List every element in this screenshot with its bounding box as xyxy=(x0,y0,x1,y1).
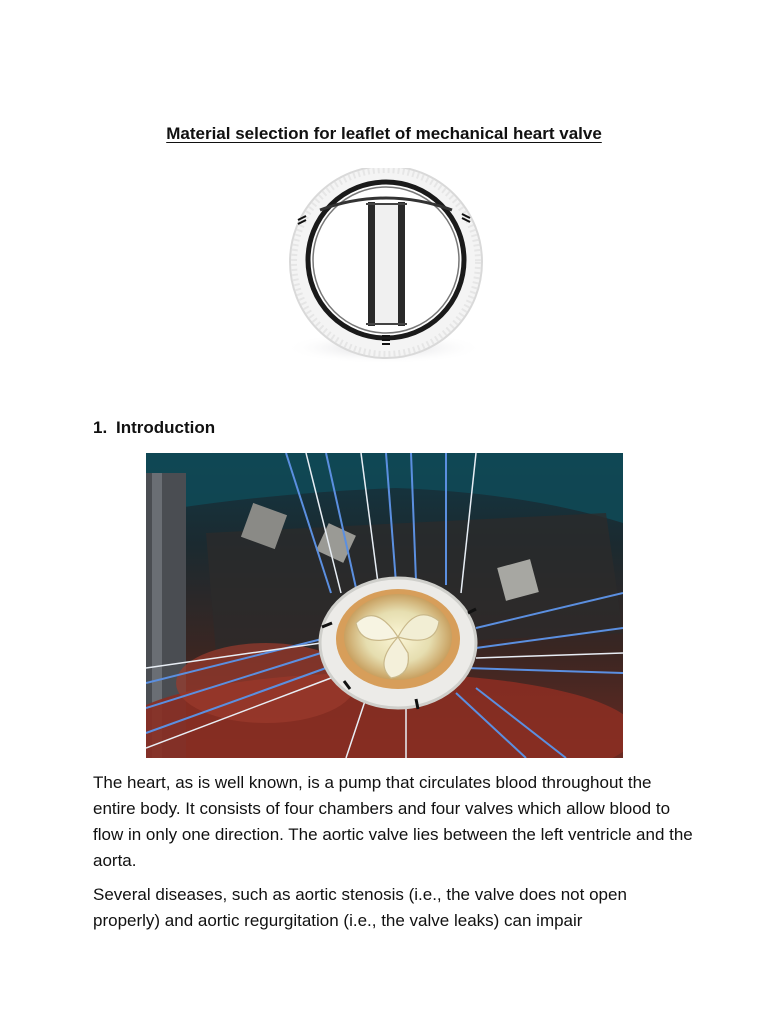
section-heading-text: Introduction xyxy=(116,418,216,437)
intro-paragraph-1: The heart, as is well known, is a pump that circulates blood throughout the entire body. It consists of four chambers and four valves which allow blood to flow in only one direction. The aortic valve lies between the left ventricle and the aorta. xyxy=(93,773,693,870)
intro-paragraph-2: Several diseases, such as aortic stenosis (i.e., the valve does not open properly) and aortic regurgitation (i.e., the valve leaks) can impair xyxy=(93,885,627,930)
document-title: Material selection for leaflet of mechanical heart valve xyxy=(166,124,602,143)
valve-implant-surgery-photo xyxy=(146,453,623,758)
mechanical-heart-valve-image xyxy=(280,168,488,368)
section-heading xyxy=(93,418,215,438)
section-number: 1. xyxy=(93,418,108,437)
